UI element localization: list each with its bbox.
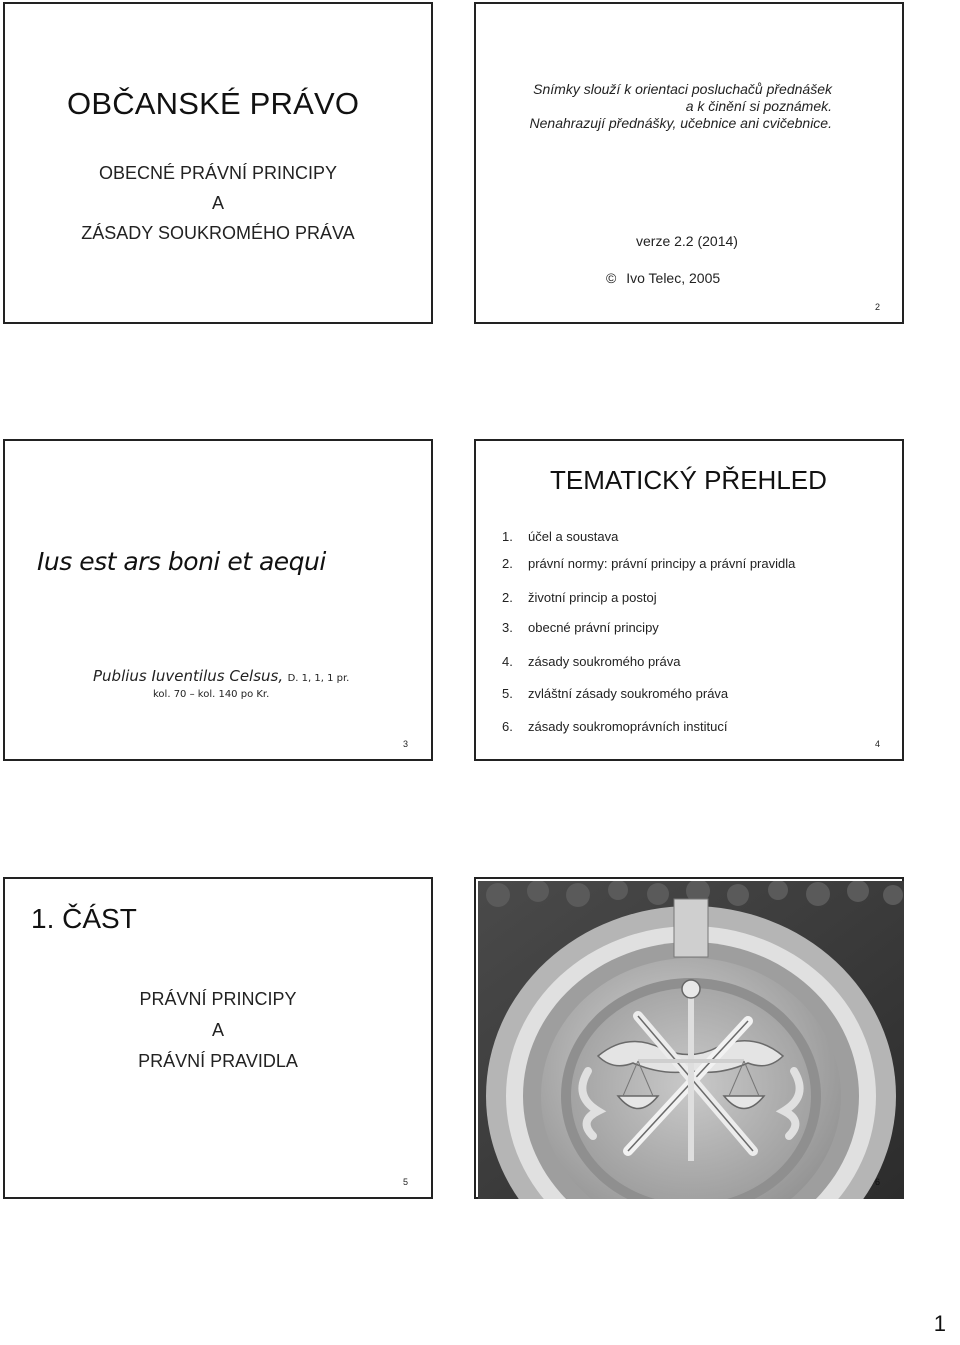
disclaimer-line-3: Nenahrazují přednášky, učebnice ani cvičebnice. xyxy=(529,115,832,131)
slide-title: TEMATICKÝ PŘEHLED xyxy=(550,465,827,495)
list-item: 2. životní princip a postoj xyxy=(502,590,657,605)
subtitle-line-1: OBECNÉ PRÁVNÍ PRINCIPY xyxy=(98,163,338,183)
slide-5 xyxy=(3,877,433,1199)
disclaimer-note xyxy=(530,81,832,132)
slide-3 xyxy=(3,439,433,761)
document-page-number: 1 xyxy=(933,1311,946,1336)
subtitle-line-3: PRÁVNÍ PRAVIDLA xyxy=(138,1051,298,1071)
list-item: 5. zvláštní zásady soukromého práva xyxy=(502,686,729,701)
slide-number: 4 xyxy=(875,739,881,749)
citation-dates: kol. 70 – kol. 140 po Kr. xyxy=(153,689,270,700)
list-item: 4. zásady soukromého práva xyxy=(502,654,681,669)
subtitle-line-3: ZÁSADY SOUKROMÉHO PRÁVA xyxy=(81,223,355,243)
list-item: 3. obecné právní principy xyxy=(502,620,659,635)
slide-title: 1. ČÁST xyxy=(31,903,137,934)
slide-6 xyxy=(474,877,904,1199)
author-credit xyxy=(606,270,720,286)
citation-reference: D. 1, 1, 1 pr. xyxy=(287,673,350,684)
disclaimer-line-1: Snímky slouží k orientaci posluchačů přednášek xyxy=(533,81,832,97)
slide-title: OBČANSKÉ PRÁVO xyxy=(67,86,360,121)
subtitle-line-1: PRÁVNÍ PRINCIPY xyxy=(139,989,297,1009)
disclaimer-line-2: a k činění si poznámek. xyxy=(685,98,832,114)
slide-number: 6 xyxy=(875,1177,881,1187)
slide-number: 5 xyxy=(403,1177,409,1187)
slide-1 xyxy=(3,2,433,324)
latin-quote: Ius est ars boni et aequi xyxy=(37,547,326,576)
relief-emblem-photo xyxy=(478,881,904,1199)
list-item: 2. právní normy: právní principy a právní pravidla xyxy=(502,556,796,571)
author-text: Ivo Telec, 2005 xyxy=(626,270,721,286)
subtitle-line-2: A xyxy=(211,193,224,213)
version-label: verze 2.2 (2014) xyxy=(636,233,738,249)
quote-citation xyxy=(93,667,349,685)
subtitle-line-2: A xyxy=(211,1020,224,1040)
copyright-icon: © xyxy=(606,270,617,286)
slide-2 xyxy=(474,2,904,324)
citation-author: Publius Iuventilus Celsus, xyxy=(93,667,284,685)
slide-number: 2 xyxy=(875,302,881,312)
list-item: 1. účel a soustava xyxy=(502,529,619,544)
slide-4 xyxy=(474,439,904,761)
slide-number: 3 xyxy=(403,739,409,749)
list-item: 6. zásady soukromoprávních institucí xyxy=(502,719,728,734)
